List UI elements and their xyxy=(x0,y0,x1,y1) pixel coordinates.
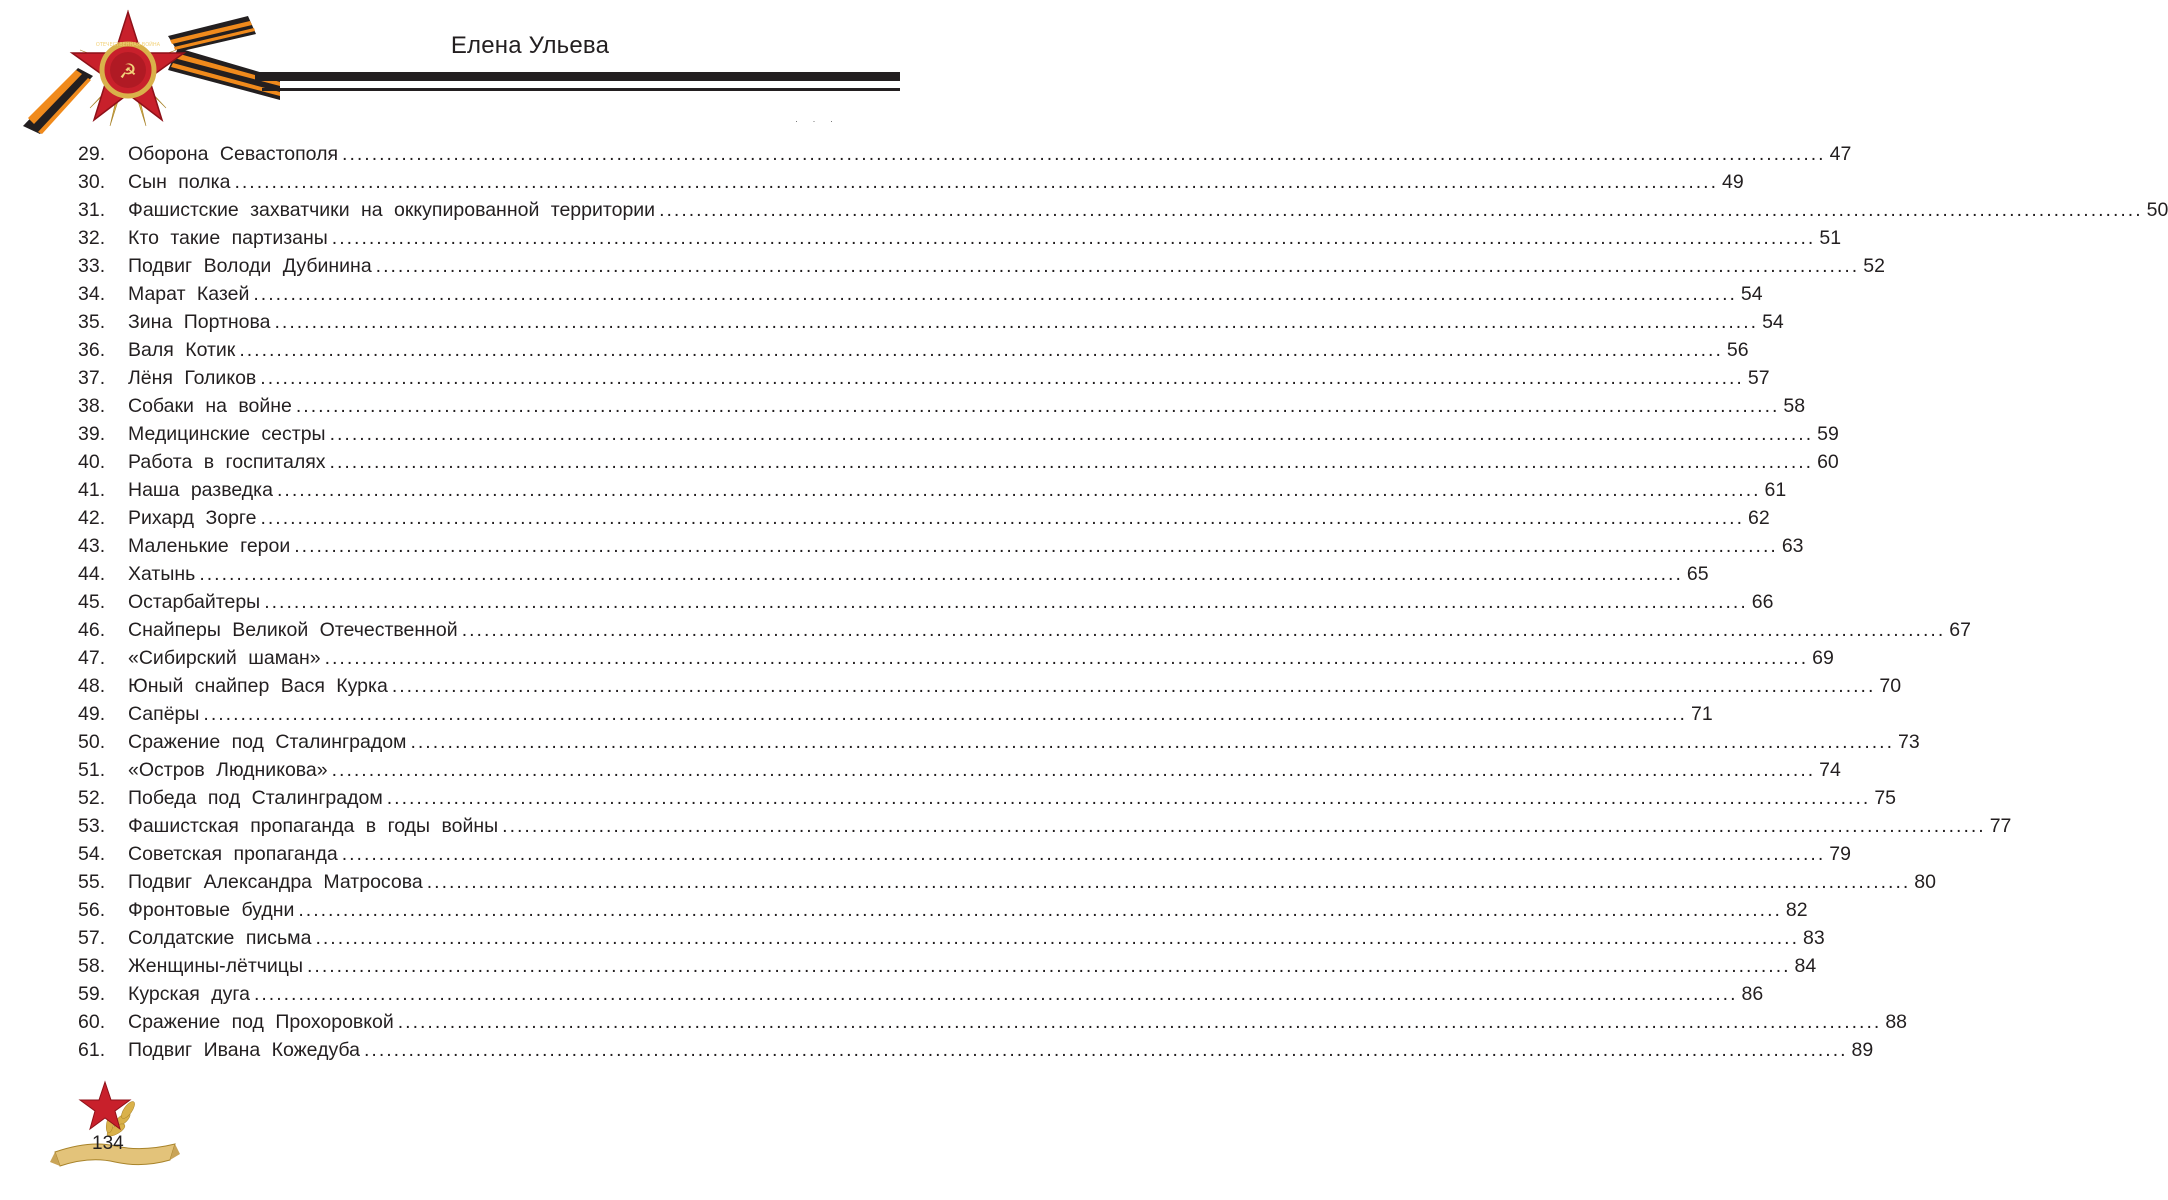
toc-entry-page: 79 xyxy=(1829,843,1851,865)
toc-entry-page: 50 xyxy=(2146,199,2168,221)
toc-entry xyxy=(78,700,1713,728)
toc-entry-title: Остарбайтеры xyxy=(128,591,261,613)
toc-entry-page: 82 xyxy=(1785,899,1808,921)
toc-leader-dots: ........................................................................................................................................................................................................ xyxy=(410,731,1895,753)
toc-entry-number: 51. xyxy=(78,759,106,781)
toc-entry-number: 45. xyxy=(78,591,106,613)
toc-entry-title: Сражение под Прохоровкой xyxy=(128,1011,394,1033)
toc-entry-title: «Сибирский шаман» xyxy=(128,647,321,669)
toc-entry xyxy=(78,504,1770,532)
toc-entry-title: Солдатские письма xyxy=(128,927,312,949)
toc-entry-page: 84 xyxy=(1794,955,1817,977)
toc-entry-title: Зина Портнова xyxy=(128,311,271,333)
toc-entry xyxy=(78,252,1885,280)
toc-entry-page: 89 xyxy=(1851,1039,1874,1061)
toc-entry-title: Кто такие партизаны xyxy=(128,227,328,249)
toc-leader-dots: ........................................................................................................................................................................................................ xyxy=(329,423,1814,445)
toc-leader-dots: ........................................................................................................................................................................................................ xyxy=(386,787,1871,809)
toc-entry-title: Подвиг Александра Матросова xyxy=(128,871,423,893)
toc-entry-title: Женщины-лётчицы xyxy=(128,955,303,977)
toc-leader-dots: ........................................................................................................................................................................................................ xyxy=(659,199,2143,221)
toc-entry-title: Сапёры xyxy=(128,703,200,725)
toc-entry xyxy=(78,784,1897,812)
toc-leader-dots: ........................................................................................................................................................................................................ xyxy=(294,535,1778,557)
toc-leader-dots: ........................................................................................................................................................................................................ xyxy=(239,339,1723,361)
svg-text:☭: ☭ xyxy=(119,59,137,83)
toc-entry xyxy=(78,756,1841,784)
toc-entry-number: 34. xyxy=(78,283,106,305)
toc-leader-dots: ........................................................................................................................................................................................................ xyxy=(260,367,1744,389)
toc-entry-page: 58 xyxy=(1783,395,1806,417)
toc-leader-dots: ........................................................................................................................................................................................................ xyxy=(199,563,1683,585)
toc-entry-page: 69 xyxy=(1812,647,1834,669)
toc-leader-dots: ........................................................................................................................................................................................................ xyxy=(331,227,1816,249)
toc-leader-dots: ........................................................................................................................................................................................................ xyxy=(375,255,1860,277)
toc-entry xyxy=(78,812,2012,840)
toc-entry xyxy=(78,896,1808,924)
toc-entry-page: 80 xyxy=(1914,871,1936,893)
toc-entry-title: Рихард Зорге xyxy=(128,507,257,529)
emblem-text: ОТЕЧЕСТВЕННАЯ ВОЙНА xyxy=(95,42,161,48)
toc-leader-dots: ........................................................................................................................................................................................................ xyxy=(331,759,1816,781)
toc-entry-page: 52 xyxy=(1863,255,1885,277)
toc-entry xyxy=(78,448,1839,476)
toc-entry xyxy=(78,168,1744,196)
toc-entry-page: 49 xyxy=(1722,171,1744,193)
toc-entry xyxy=(78,140,1852,168)
toc-entry-number: 47. xyxy=(78,647,106,669)
toc-entry-number: 52. xyxy=(78,787,106,809)
toc-entry-number: 53. xyxy=(78,815,106,837)
toc-leader-dots: ........................................................................................................................................................................................................ xyxy=(397,1011,1882,1033)
toc-entry-number: 50. xyxy=(78,731,106,753)
toc-entry-number: 58. xyxy=(78,955,106,977)
toc-leader-dots: ........................................................................................................................................................................................................ xyxy=(426,871,1911,893)
page-number: 134 xyxy=(92,1133,124,1154)
toc-entry-number: 49. xyxy=(78,703,106,725)
footer-star-icon xyxy=(50,1080,180,1180)
header-rule-thick xyxy=(255,72,900,81)
toc-leader-dots: ........................................................................................................................................................................................................ xyxy=(253,983,1738,1005)
toc-leader-dots: ........................................................................................................................................................................................................ xyxy=(298,899,1782,921)
toc-entry-page: 63 xyxy=(1781,535,1804,557)
toc-entry-page: 71 xyxy=(1690,703,1713,725)
toc-entry-title: Подвиг Володи Дубинина xyxy=(128,255,372,277)
toc-leader-dots: ........................................................................................................................................................................................................ xyxy=(502,815,1986,837)
toc-entry-number: 32. xyxy=(78,227,106,249)
toc-entry-title: Лёня Голиков xyxy=(128,367,257,389)
toc-leader-dots: ........................................................................................................................................................................................................ xyxy=(341,843,1826,865)
toc-entry-title: Юный снайпер Вася Курка xyxy=(128,675,388,697)
toc-entry-number: 55. xyxy=(78,871,106,893)
toc-leader-dots: ........................................................................................................................................................................................................ xyxy=(203,703,1687,725)
toc-entry-page: 51 xyxy=(1819,227,1842,249)
toc-entry-page: 56 xyxy=(1726,339,1749,361)
page-header xyxy=(0,0,900,140)
toc-entry-number: 60. xyxy=(78,1011,106,1033)
toc-entry xyxy=(78,336,1749,364)
toc-entry-title: Снайперы Великой Отечественной xyxy=(128,619,458,641)
toc-entry-number: 57. xyxy=(78,927,106,949)
toc-entry-title: Фашистские захватчики на оккупированной территории xyxy=(128,199,656,221)
toc-entry-page: 59 xyxy=(1817,423,1839,445)
toc-entry xyxy=(78,980,1764,1008)
toc-entry xyxy=(78,840,1851,868)
toc-leader-dots: ........................................................................................................................................................................................................ xyxy=(253,283,1737,305)
toc-entry-number: 30. xyxy=(78,171,106,193)
toc-entry-number: 35. xyxy=(78,311,106,333)
toc-leader-dots: ........................................................................................................................................................................................................ xyxy=(329,451,1814,473)
order-emblem-icon xyxy=(18,8,288,138)
toc-entry xyxy=(78,196,2168,224)
toc-entry-title: Сражение под Сталинградом xyxy=(128,731,407,753)
toc-entry xyxy=(78,728,1920,756)
toc-entry xyxy=(78,392,1806,420)
toc-entry-number: 59. xyxy=(78,983,106,1005)
toc-entry xyxy=(78,532,1804,560)
toc-entry xyxy=(78,616,1971,644)
toc-entry-page: 73 xyxy=(1898,731,1920,753)
toc-leader-dots: ........................................................................................................................................................................................................ xyxy=(277,479,1761,501)
toc-entry xyxy=(78,952,1817,980)
toc-entry-page: 74 xyxy=(1819,759,1841,781)
toc-leader-dots: ........................................................................................................................................................................................................ xyxy=(264,591,1748,613)
toc-entry xyxy=(78,476,1787,504)
toc-entry xyxy=(78,1036,1874,1064)
toc-entry-number: 40. xyxy=(78,451,106,473)
toc-leader-dots: ........................................................................................................................................................................................................ xyxy=(307,955,1791,977)
toc-leader-dots: ........................................................................................................................................................................................................ xyxy=(324,647,1809,669)
toc-leader-dots: ........................................................................................................................................................................................................ xyxy=(391,675,1876,697)
toc-entry xyxy=(78,560,1709,588)
toc-entry-title: Хатынь xyxy=(128,563,196,585)
toc-entry-page: 66 xyxy=(1751,591,1774,613)
toc-entry xyxy=(78,588,1774,616)
toc-entry-number: 42. xyxy=(78,507,106,529)
toc-entry-number: 41. xyxy=(78,479,106,501)
header-rule-thin xyxy=(262,88,900,91)
toc-leader-dots: ........................................................................................................................................................................................................ xyxy=(260,507,1745,529)
toc-entry-number: 38. xyxy=(78,395,106,417)
toc-entry-title: Медицинские сестры xyxy=(128,423,326,445)
toc-entry-number: 61. xyxy=(78,1039,106,1061)
author-name: Елена Ульева xyxy=(450,32,610,59)
toc-entry-title: Работа в госпиталях xyxy=(128,451,326,473)
toc-entry-number: 29. xyxy=(78,143,106,165)
toc-entry xyxy=(78,308,1784,336)
toc-entry-title: Валя Котик xyxy=(128,339,236,361)
toc-entry-page: 54 xyxy=(1762,311,1784,333)
toc-entry-page: 61 xyxy=(1764,479,1787,501)
toc-entry xyxy=(78,224,1842,252)
toc-entry-title: Подвиг Ивана Кожедуба xyxy=(128,1039,360,1061)
toc-entry-number: 37. xyxy=(78,367,106,389)
toc-entry-title: Оборона Севастополя xyxy=(128,143,339,165)
toc-entry-title: Победа под Сталинградом xyxy=(128,787,383,809)
toc-leader-dots: ........................................................................................................................................................................................................ xyxy=(342,143,1826,165)
toc-entry-title: Советская пропаганда xyxy=(128,843,338,865)
toc-entry-number: 54. xyxy=(78,843,106,865)
toc-entry-page: 47 xyxy=(1829,143,1852,165)
toc-entry xyxy=(78,280,1763,308)
toc-entry-number: 33. xyxy=(78,255,106,277)
print-specks: · · · xyxy=(795,116,839,126)
toc-entry-page: 86 xyxy=(1741,983,1764,1005)
toc-entry-title: Сын полка xyxy=(128,171,231,193)
toc-entry-title: «Остров Людникова» xyxy=(128,759,328,781)
page-footer xyxy=(50,1080,180,1180)
toc-entry-title: Маленькие герои xyxy=(128,535,291,557)
toc-entry-number: 31. xyxy=(78,199,106,221)
toc-entry-page: 67 xyxy=(1949,619,1971,641)
toc-entry-title: Фронтовые будни xyxy=(128,899,295,921)
toc-entry-page: 83 xyxy=(1802,927,1825,949)
toc-leader-dots: ........................................................................................................................................................................................................ xyxy=(363,1039,1848,1061)
toc-leader-dots: ........................................................................................................................................................................................................ xyxy=(461,619,1946,641)
toc-entry xyxy=(78,644,1834,672)
toc-entry-page: 88 xyxy=(1885,1011,1908,1033)
toc-entry-number: 43. xyxy=(78,535,106,557)
toc-entry-page: 75 xyxy=(1874,787,1897,809)
table-of-contents xyxy=(78,140,2168,1064)
toc-leader-dots: ........................................................................................................................................................................................................ xyxy=(295,395,1780,417)
toc-entry-page: 54 xyxy=(1740,283,1763,305)
toc-entry xyxy=(78,364,1770,392)
toc-entry-page: 65 xyxy=(1686,563,1709,585)
toc-entry-number: 46. xyxy=(78,619,106,641)
toc-leader-dots: ........................................................................................................................................................................................................ xyxy=(274,311,1759,333)
toc-entry-number: 36. xyxy=(78,339,106,361)
toc-leader-dots: ........................................................................................................................................................................................................ xyxy=(234,171,1718,193)
toc-entry-number: 48. xyxy=(78,675,106,697)
toc-entry xyxy=(78,924,1825,952)
toc-leader-dots: ........................................................................................................................................................................................................ xyxy=(315,927,1799,949)
toc-entry-title: Марат Казей xyxy=(128,283,250,305)
toc-entry-page: 70 xyxy=(1879,675,1902,697)
toc-entry-number: 39. xyxy=(78,423,106,445)
toc-entry-title: Собаки на войне xyxy=(128,395,292,417)
toc-entry-title: Курская дуга xyxy=(128,983,250,1005)
toc-entry xyxy=(78,1008,1908,1036)
toc-entry xyxy=(78,868,1936,896)
toc-entry-page: 62 xyxy=(1748,507,1770,529)
toc-entry xyxy=(78,672,1902,700)
toc-entry-title: Наша разведка xyxy=(128,479,273,501)
toc-entry-page: 77 xyxy=(1989,815,2012,837)
toc-entry-number: 44. xyxy=(78,563,106,585)
toc-entry-title: Фашистская пропаганда в годы войны xyxy=(128,815,499,837)
toc-entry xyxy=(78,420,1839,448)
toc-entry-number: 56. xyxy=(78,899,106,921)
toc-entry-page: 60 xyxy=(1817,451,1839,473)
toc-entry-page: 57 xyxy=(1747,367,1770,389)
